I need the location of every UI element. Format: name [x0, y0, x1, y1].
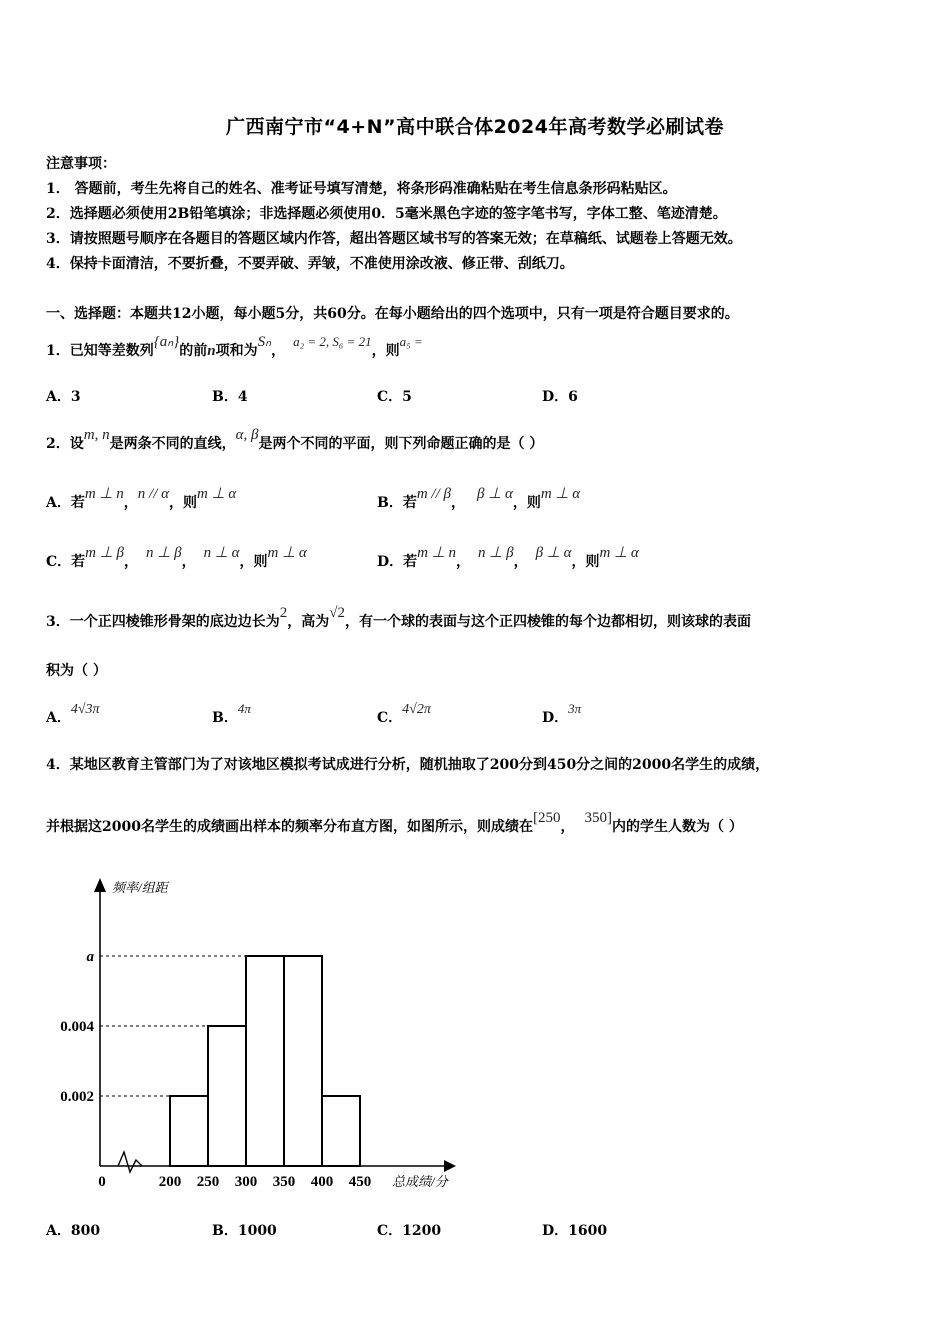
q1-text-4: ，: [271, 343, 286, 359]
x-tick-label: 450: [348, 1174, 372, 1190]
notice-item-2: 2．选择题必须使用2B铅笔填涂；非选择题必须使用0．5毫米黑色字迹的签字笔书写，字体工整、笔迹清楚。: [46, 206, 727, 222]
q2-option-a: [46, 486, 237, 512]
question-4: 4．某地区教育主管部门为了对该地区模拟考试成进行分析，随机抽取了200分到450分之间的2000名学生的成绩，: [46, 757, 770, 773]
q1-option-b: B．4: [212, 389, 248, 405]
q1-math-target: a₅ =: [399, 334, 423, 349]
q1-text-2: 的前: [179, 343, 208, 359]
question-1: [46, 334, 423, 360]
q2-c-sep-1: ，: [124, 554, 139, 570]
q1-math-n: n: [207, 343, 216, 359]
q2-a-math-2: n // α: [137, 486, 169, 502]
q3-a-label: A．: [46, 710, 71, 726]
histogram-bar: [284, 956, 322, 1166]
q2-d-sep-1: ，: [456, 554, 471, 570]
y-tick-label: 0.002: [60, 1089, 94, 1105]
q2-text-3: 是两个不同的平面，则下列命题正确的是（ ）: [258, 436, 544, 452]
q2-c-math-1: m ⊥ β: [85, 545, 125, 561]
q2-text-1: 2．设: [46, 436, 84, 452]
q2-c-math-4: m ⊥ α: [267, 545, 307, 561]
q2-b-math-1: m // β: [416, 486, 451, 502]
x-tick-label: 300: [234, 1174, 258, 1190]
x-tick-label: 0: [98, 1174, 106, 1190]
x-axis-arrow: [444, 1160, 456, 1172]
q2-a-sep-1: ，: [123, 495, 138, 511]
q2-d-label: D．若: [377, 554, 418, 570]
q3-d-math: 3π: [568, 701, 582, 716]
question-3: [46, 605, 751, 631]
q2-text-2: 是两条不同的直线，: [109, 436, 236, 452]
frequency-histogram: [40, 868, 470, 1198]
x-tick-label: 400: [310, 1174, 334, 1190]
q4-text-2: 并根据这2000名学生的成绩画出样本的频率分布直方图，如图所示，则成绩在: [46, 819, 533, 835]
q2-d-sep-3: ，则: [571, 554, 600, 570]
q3-c-math: 4√2π: [402, 702, 431, 717]
q2-d-math-4: m ⊥ α: [599, 545, 639, 561]
q1-option-c: C．5: [377, 389, 412, 405]
q3-c-label: C．: [377, 710, 403, 726]
q3-option-d: [542, 701, 582, 727]
q4-math-upper: 350]: [584, 810, 612, 826]
notice-heading: 注意事项：: [46, 156, 116, 172]
q2-d-math-1: m ⊥ n: [417, 545, 457, 561]
y-tick-label: a: [86, 949, 94, 965]
y-tick-label: 0.004: [60, 1019, 94, 1035]
q1-text-3: 项和为: [215, 343, 258, 359]
q1-text-5: ，则: [371, 343, 400, 359]
q2-c-math-3: n ⊥ α: [203, 545, 240, 561]
q4-math-lower: [250: [532, 810, 561, 826]
q3-b-label: B．: [212, 710, 238, 726]
q3-text-2: ，高为: [287, 614, 330, 630]
histogram-bar: [322, 1096, 360, 1166]
q2-a-math-3: m ⊥ α: [197, 486, 237, 502]
q2-d-math-3: β ⊥ α: [535, 545, 572, 561]
histogram-bar: [246, 956, 284, 1166]
q2-b-sep-2: ，则: [512, 495, 541, 511]
q2-d-sep-2: ，: [513, 554, 528, 570]
q3-math-height: √2: [329, 605, 345, 621]
q4-option-a: A．800: [46, 1223, 101, 1239]
q4-sep: ，: [560, 819, 575, 835]
q3-a-math: 4√3π: [70, 702, 100, 717]
q2-a-math-1: m ⊥ n: [84, 486, 124, 502]
q2-b-math-2: β ⊥ α: [476, 486, 513, 502]
histogram-bar: [170, 1096, 208, 1166]
q2-c-sep-3: ，则: [239, 554, 268, 570]
q2-option-b: [377, 486, 581, 512]
axis-break: [118, 1152, 142, 1172]
q2-option-d: [377, 545, 639, 571]
question-2: [46, 427, 544, 453]
q1-math-sequence: {aₙ}: [153, 334, 180, 350]
q3-math-side: 2: [279, 605, 288, 621]
q3-b-math: 4π: [237, 701, 251, 716]
q2-c-sep-2: ，: [181, 554, 196, 570]
q2-math-lines: m, n: [83, 427, 110, 443]
q3-option-c: [377, 702, 431, 727]
q2-a-sep-2: ，则: [169, 495, 197, 511]
q1-option-d: D．6: [542, 389, 578, 405]
q2-b-label: B．若: [377, 495, 417, 511]
q4-option-b: B．1000: [212, 1223, 277, 1239]
notice-item-3: 3．请按照题号顺序在各题目的答题区域内作答，超出答题区域书写的答案无效；在草稿纸、试题卷上答题无效。: [46, 231, 742, 247]
x-tick-label: 350: [272, 1174, 296, 1190]
q4-option-c: C．1200: [377, 1223, 442, 1239]
question-4-cont: [46, 810, 743, 836]
q3-text-1: 3．一个正四棱锥形骨架的底边边长为: [46, 614, 280, 630]
q1-option-a: A．3: [46, 389, 81, 405]
page-title: 广西南宁市“4+N”高中联合体2024年高考数学必刷试卷: [226, 116, 724, 138]
question-3-cont: 积为（ ）: [46, 663, 107, 679]
x-tick-label: 200: [158, 1174, 182, 1190]
q1-text-1: 1．已知等差数列: [46, 343, 154, 359]
q4-option-d: D．1600: [542, 1223, 608, 1239]
q1-math-sum: Sₙ: [257, 334, 272, 350]
q3-d-label: D．: [542, 710, 569, 726]
x-tick-label: 250: [196, 1174, 220, 1190]
q4-text-3: 内的学生人数为（ ）: [611, 819, 743, 835]
y-axis-label: 频率/组距: [112, 880, 168, 895]
q2-a-label: A．若: [46, 495, 85, 511]
q2-b-sep-1: ，: [450, 495, 465, 511]
q2-math-planes: α, β: [235, 427, 259, 443]
q2-b-math-3: m ⊥ α: [540, 486, 581, 502]
q2-d-math-2: n ⊥ β: [478, 545, 514, 561]
section-heading: 一、选择题：本题共12小题，每小题5分，共60分。在每小题给出的四个选项中，只有一项是符合题目要求的。: [46, 306, 739, 322]
notice-item-4: 4．保持卡面清洁，不要折叠，不要弄破、弄皱，不准使用涂改液、修正带、刮纸刀。: [46, 256, 574, 272]
q2-c-math-2: n ⊥ β: [146, 545, 182, 561]
q3-option-b: [212, 701, 251, 727]
q2-c-label: C．若: [46, 554, 86, 570]
q3-option-a: [46, 702, 100, 727]
q1-math-given: a₂ = 2, S₆ = 21: [293, 334, 372, 349]
y-axis-arrow: [94, 878, 106, 892]
q2-option-c: [46, 545, 307, 571]
q3-text-3: ，有一个球的表面与这个正四棱锥的每个边都相切，则该球的表面: [344, 614, 751, 630]
notice-item-1: 1． 答题前，考生先将自己的姓名、准考证号填写清楚，将条形码准确粘贴在考生信息条形码粘贴区。: [46, 181, 677, 197]
histogram-bar: [208, 1026, 246, 1166]
x-axis-label: 总成绩/分: [392, 1174, 448, 1189]
